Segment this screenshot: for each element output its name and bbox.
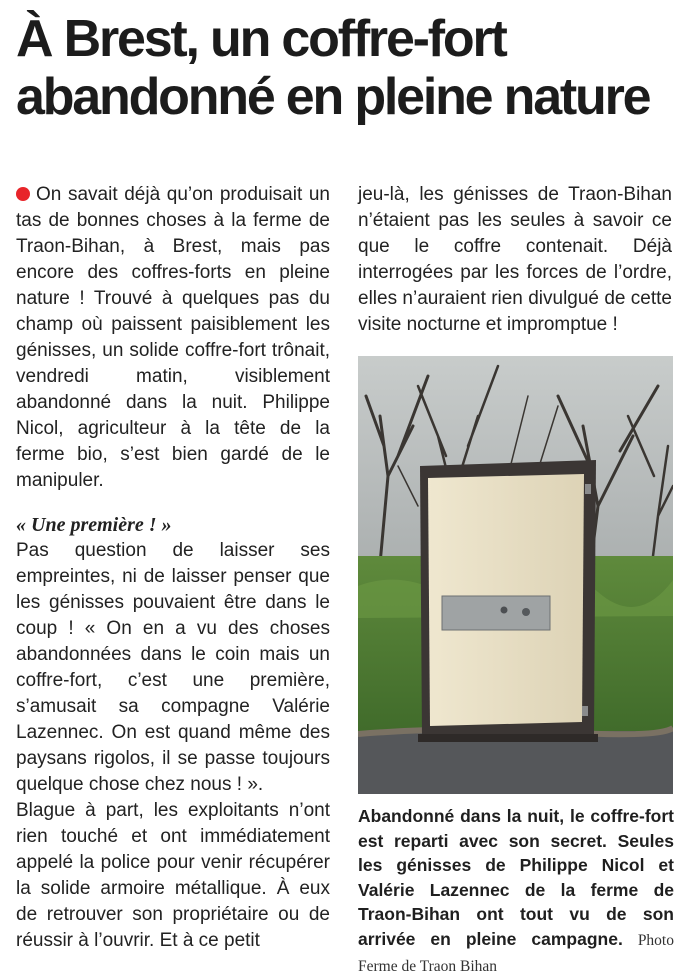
right-column (358, 182, 672, 338)
headline-line-1: À Brest, un coffre-fort (16, 10, 506, 68)
headline-line-2: abandonné en pleine nature (16, 68, 650, 126)
intro-paragraph (16, 182, 330, 494)
safe-base (418, 734, 598, 742)
red-bullet-icon (16, 187, 30, 201)
headline (16, 10, 676, 126)
caption-text: Abandonné dans la nuit, le coffre-fort est reparti avec son secret. Seules les génisses de Philippe Nicol et Valérie Lazennec de la ferme de Traon-Bihan ont tout vu de son arrivée en pleine campagne. (358, 806, 674, 949)
body-paragraph-2-start: Blague à part, les exploitants n’ont rien touché et ont immédiatement appelé la police pour venir récupérer la solide armoire métallique. À eux de retrouver son propriétaire ou de réussir à l’ouvrir. Et à ce petit (16, 800, 330, 951)
safe-photo (358, 356, 673, 794)
intro-text: On savait déjà qu’on produisait un tas de bonnes choses à la ferme de Traon-Bihan, à Brest, mais pas encore des coffres-forts en pleine nature ! Trouvé à quelques pas du champ où paissent paisiblement les génisses, un solide coffre-fort trônait, vendredi matin, visiblement abandonné dans la nuit. Philippe Nicol, agriculteur à la tête de la ferme bio, s’est bien gardé de le manipuler. (16, 184, 330, 491)
safe-lock-plate (442, 596, 550, 630)
photo-caption (358, 804, 674, 980)
body-paragraph-1: Pas question de laisser ses empreintes, ni de laisser penser que les génisses pouvaient être dans le coup ! « On en a vu des choses abandonnées dans le coin mais un coffre-fort, c’est une première, s’amusait sa compagne Valérie Lazennec. On est quand même des paysans rigolos, il se passe toujours quelque chose chez nous ! ». (16, 540, 330, 795)
safe-dial (522, 608, 530, 616)
safe-hinge-top (585, 484, 591, 494)
left-column (16, 182, 330, 954)
photo-credit: Photo Ferme de Traon Bihan (358, 931, 674, 975)
subheading: « Une première ! » (16, 514, 172, 536)
safe-keyhole (501, 607, 508, 614)
body-paragraph-2-end: jeu-là, les génisses de Traon-Bihan n’étaient pas les seules à savoir ce que le coffre contenait. Déjà interrogées par les forces de l’ordre, elles n’auraient rien divulgué de cette visite nocturne et impromptue ! (358, 184, 672, 335)
safe-hinge-bottom (582, 706, 588, 716)
